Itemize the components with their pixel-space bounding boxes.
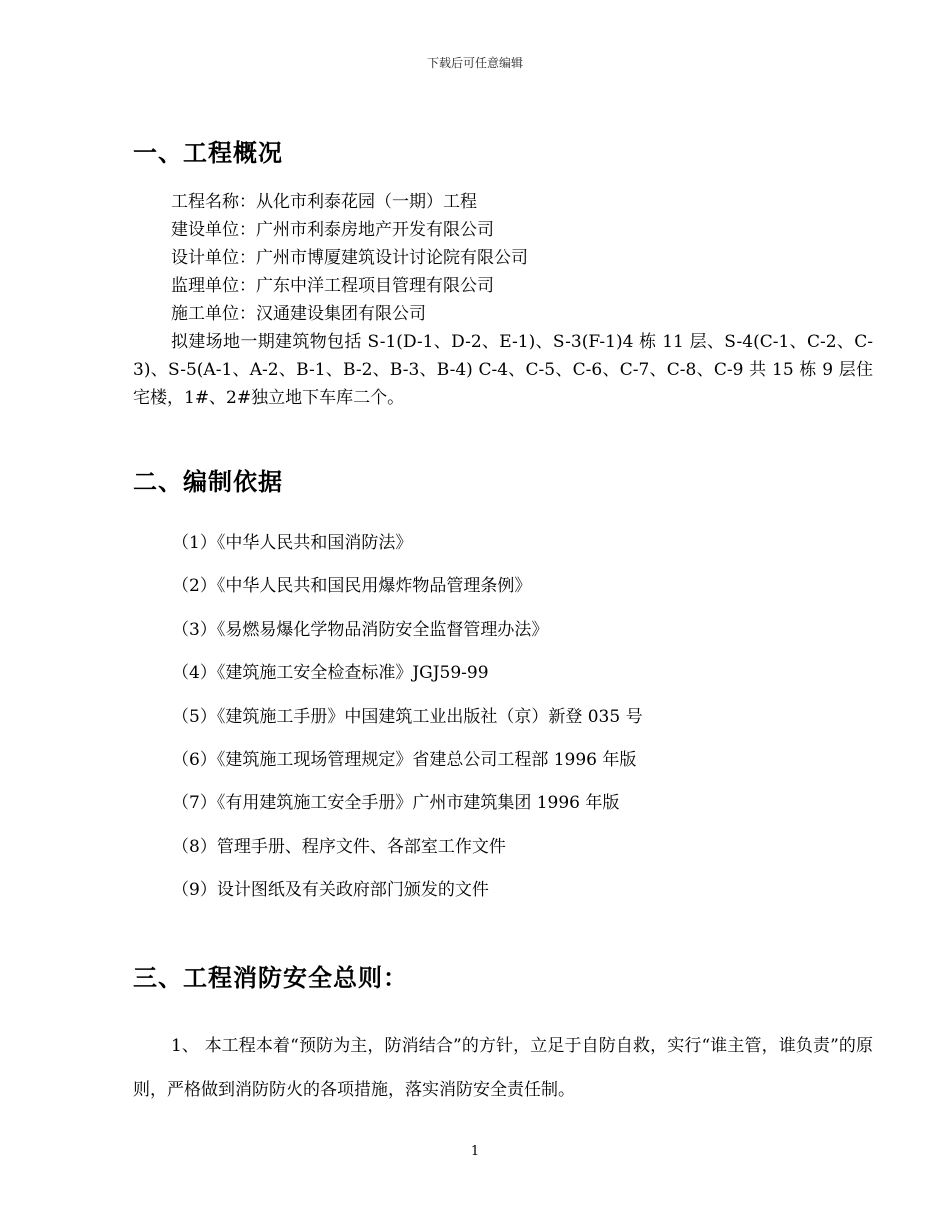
basis-item: （6）《建筑施工现场管理规定》省建总公司工程部 1996 年版 [172, 749, 637, 770]
supervision-unit-row: 监理单位：广东中洋工程项目管理有限公司 [171, 276, 494, 296]
basis-item: （5）《建筑施工手册》中国建筑工业出版社（京）新登 035 号 [172, 706, 643, 727]
basis-item: （1）《中华人民共和国消防法》 [172, 533, 413, 553]
page-number: 1 [470, 1144, 480, 1159]
principle-paragraph: 1、 本工程本着“预防为主，防消结合”的方针，立足于自防自救，实行“谁主管，谁负责”的原则，严格做到消防防火的各项措施，落实消防安全责任制。 [133, 1036, 873, 1100]
construction-unit-row: 建设单位：广州市利泰房地产开发有限公司 [171, 220, 494, 240]
basis-list [172, 528, 872, 919]
basis-item: （3）《易燃易爆化学物品消防安全监督管理办法》 [172, 619, 549, 640]
basis-item: （4）《建筑施工安全检查标准》JGJ59-99 [172, 663, 489, 684]
contractor-unit-row: 施工单位：汉通建设集团有限公司 [171, 304, 426, 324]
overview-section [133, 188, 873, 412]
section-title-basis: 二、编制依据 [133, 468, 283, 496]
project-description: 拟建场地一期建筑物包括 S-1(D-1、D-2、E-1)、S-3(F-1)4 栋 11 层、S-4(C-1、C-2、C-3)、S-5(A-1、A-2、B-1、B-2、B-3、B-4) C-4、C-5、C-6、C-7、C-8、C-9 共 15 栋 9 层住宅楼，1#、2#独立地下车库二个。 [133, 332, 873, 408]
basis-item: （2）《中华人民共和国民用爆炸物品管理条例》 [172, 576, 532, 597]
basis-item: （9）设计图纸及有关政府部门颁发的文件 [172, 880, 489, 901]
project-name-row: 工程名称：从化市利泰花园（一期）工程 [171, 192, 477, 212]
section-title-overview: 一、工程概况 [133, 139, 283, 167]
section-title-principles: 三、工程消防安全总则： [133, 964, 408, 992]
design-unit-row: 设计单位：广州市博厦建筑设计讨论院有限公司 [171, 248, 528, 268]
basis-item: （8）管理手册、程序文件、各部室工作文件 [172, 836, 506, 857]
page-header-note: 下载后可任意编辑 [426, 56, 523, 70]
basis-item: （7）《有用建筑施工安全手册》广州市建筑集团 1996 年版 [172, 793, 620, 814]
